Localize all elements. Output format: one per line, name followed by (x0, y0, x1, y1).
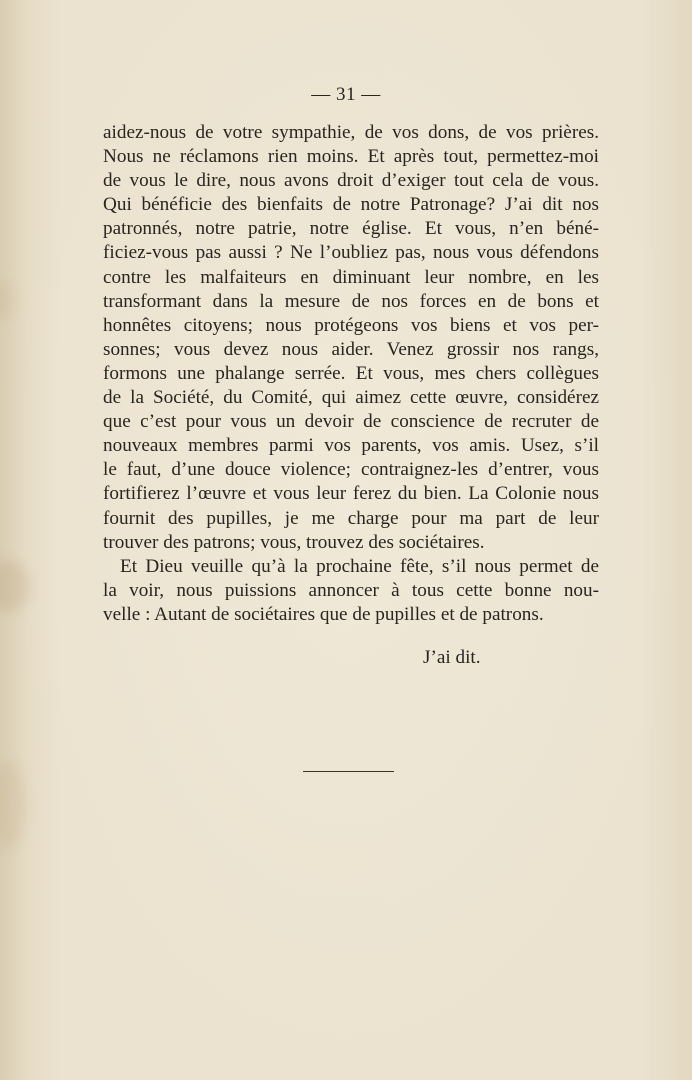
text-line: Qui bénéficie des bienfaits de notre Patronage? J’ai dit nos (103, 194, 599, 216)
page-number: — 31 — (311, 84, 381, 105)
signature-text: J’ai dit. (423, 647, 481, 668)
text-line: trouver des patrons; vous, trouvez des sociétaires. (103, 531, 485, 553)
text-line: fortifierez l’œuvre et vous leur ferez du bien. La Colonie nous (103, 483, 599, 505)
text-line: la voir, nous puissions annoncer à tous cette bonne nou- (103, 579, 599, 601)
text-line: patronnés, notre patrie, notre église. Et vous, n’en béné- (103, 218, 599, 240)
text-line: que c’est pour vous un devoir de conscience de recruter de (103, 411, 599, 433)
text-line: formons une phalange serrée. Et vous, mes chers collègues (103, 362, 599, 384)
paper-stain (0, 760, 26, 850)
text-line: honnêtes citoyens; nous protégeons vos biens et vos per- (103, 314, 599, 336)
text-line: velle : Autant de sociétaires que de pupilles et de patrons. (103, 603, 544, 625)
text-line: sonnes; vous devez nous aider. Venez grossir nos rangs, (103, 338, 599, 360)
text-line: fournit des pupilles, je me charge pour ma part de leur (103, 507, 599, 529)
text-line: contre les malfaiteurs en diminuant leur nombre, en les (103, 266, 599, 288)
text-line: aidez-nous de votre sympathie, de vos dons, de vos prières. (103, 122, 599, 143)
section-divider (303, 771, 394, 772)
paper-stain (0, 280, 14, 320)
text-line: ficiez-vous pas aussi ? Ne l’oubliez pas, nous vous défendons (103, 242, 599, 264)
text-line: de vous le dire, nous avons droit d’exiger tout cela de vous. (103, 170, 599, 192)
text-line: Nous ne réclamons rien moins. Et après tout, permettez-moi (103, 146, 599, 168)
body-text (103, 121, 599, 627)
text-line: transformant dans la mesure de nos forces en de bons et (103, 290, 599, 312)
paper-stain (0, 560, 30, 612)
text-line: nouveaux membres parmi vos parents, vos amis. Usez, s’il (103, 435, 599, 457)
text-line: de la Société, du Comité, qui aimez cette œuvre, considérez (103, 387, 599, 409)
text-line: le faut, d’une douce violence; contraignez-les d’entrer, vous (103, 459, 599, 481)
text-line: Et Dieu veuille qu’à la prochaine fête, s’il nous permet de (120, 555, 599, 577)
